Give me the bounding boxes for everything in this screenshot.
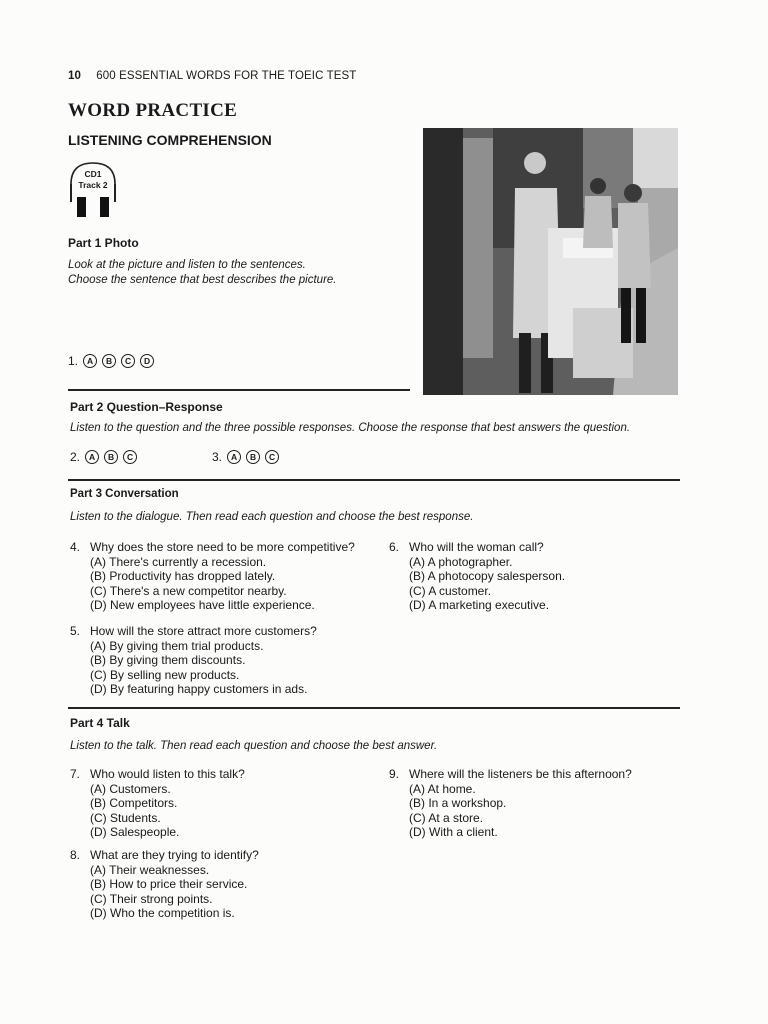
question-text: What are they trying to identify? bbox=[90, 848, 259, 862]
part1-instruction-line-1: Look at the picture and listen to the sentences. bbox=[68, 259, 306, 271]
answer-bubble-c[interactable]: C bbox=[265, 450, 279, 464]
divider bbox=[68, 479, 680, 481]
part4-heading: Part 4 Talk bbox=[70, 716, 130, 730]
option-d[interactable]: (D) A marketing executive. bbox=[409, 598, 550, 612]
option-b[interactable]: (B) Productivity has dropped lately. bbox=[90, 569, 276, 583]
answer-row-1 bbox=[68, 354, 154, 368]
option-c[interactable]: (C) Students. bbox=[90, 810, 161, 825]
answer-bubble-a[interactable]: A bbox=[83, 354, 97, 368]
answer-bubble-b[interactable]: B bbox=[104, 450, 118, 464]
answer-bubble-a[interactable]: A bbox=[85, 450, 99, 464]
option-c[interactable]: (C) By selling new products. bbox=[90, 667, 240, 682]
option-b[interactable]: (B) How to price their service. bbox=[90, 877, 248, 891]
question-number: 4. bbox=[70, 540, 81, 554]
question-number: 8. bbox=[70, 848, 81, 862]
section-title: LISTENING COMPREHENSION bbox=[68, 132, 272, 148]
question-8 bbox=[70, 848, 380, 921]
answer-bubble-c[interactable]: C bbox=[121, 354, 135, 368]
option-b[interactable]: (B) Competitors. bbox=[90, 796, 178, 810]
part3-instructions: Listen to the dialogue. Then read each question and choose the best response. bbox=[70, 511, 474, 523]
part3-heading: Part 3 Conversation bbox=[70, 488, 179, 500]
answer-row-3 bbox=[212, 450, 279, 464]
question-5 bbox=[70, 624, 380, 697]
cd-label: CD1 bbox=[84, 169, 102, 179]
book-title: 600 ESSENTIAL WORDS FOR THE TOEIC TEST bbox=[96, 70, 357, 82]
option-c[interactable]: (C) At a store. bbox=[409, 810, 484, 825]
option-a[interactable]: (A) Customers. bbox=[90, 781, 171, 796]
question-4 bbox=[70, 540, 380, 613]
question-number: 5. bbox=[70, 624, 81, 638]
page-title: WORD PRACTICE bbox=[68, 100, 238, 121]
question-text: Why does the store need to be more competitive? bbox=[90, 540, 355, 554]
question-text: How will the store attract more customers? bbox=[90, 624, 317, 638]
question-number: 9. bbox=[389, 767, 400, 781]
option-d[interactable]: (D) Who the competition is. bbox=[90, 906, 235, 920]
question-9 bbox=[389, 767, 679, 840]
track-label: Track 2 bbox=[78, 180, 108, 190]
page-number: 10 bbox=[68, 70, 81, 82]
part1-instruction-line-2: Choose the sentence that best describes the picture. bbox=[68, 274, 337, 286]
part1-heading: Part 1 Photo bbox=[68, 236, 139, 250]
answer-bubble-b[interactable]: B bbox=[246, 450, 260, 464]
answer-row-2 bbox=[70, 450, 137, 464]
running-header bbox=[68, 70, 356, 82]
answer-bubble-a[interactable]: A bbox=[227, 450, 241, 464]
option-a[interactable]: (A) There's currently a recession. bbox=[90, 554, 267, 569]
part1-instructions bbox=[68, 258, 408, 288]
question-number: 1. bbox=[68, 354, 79, 368]
divider bbox=[68, 707, 680, 709]
question-number: 7. bbox=[70, 767, 81, 781]
option-c[interactable]: (C) Their strong points. bbox=[90, 891, 213, 906]
headphones-icon bbox=[68, 160, 118, 218]
option-c[interactable]: (C) There's a new competitor nearby. bbox=[90, 583, 287, 598]
question-text: Who would listen to this talk? bbox=[90, 767, 245, 781]
answer-bubble-c[interactable]: C bbox=[123, 450, 137, 464]
option-d[interactable]: (D) New employees have little experience. bbox=[90, 598, 315, 612]
question-number: 6. bbox=[389, 540, 400, 554]
question-number: 2. bbox=[70, 450, 81, 464]
option-c[interactable]: (C) A customer. bbox=[409, 583, 492, 598]
part2-heading: Part 2 Question–Response bbox=[70, 400, 223, 414]
part4-instructions: Listen to the talk. Then read each question and choose the best answer. bbox=[70, 740, 438, 752]
part2-instructions: Listen to the question and the three possible responses. Choose the response that best answers the question. bbox=[70, 422, 631, 434]
option-a[interactable]: (A) At home. bbox=[409, 781, 476, 796]
option-b[interactable]: (B) In a workshop. bbox=[409, 796, 507, 810]
option-a[interactable]: (A) Their weaknesses. bbox=[90, 862, 210, 877]
question-text: Where will the listeners be this afternoon? bbox=[409, 767, 632, 781]
answer-bubble-d[interactable]: D bbox=[140, 354, 154, 368]
question-number: 3. bbox=[212, 450, 223, 464]
option-d[interactable]: (D) With a client. bbox=[409, 825, 498, 839]
option-b[interactable]: (B) A photocopy salesperson. bbox=[409, 569, 566, 583]
option-d[interactable]: (D) Salespeople. bbox=[90, 825, 180, 839]
answer-bubble-b[interactable]: B bbox=[102, 354, 116, 368]
question-text: Who will the woman call? bbox=[409, 540, 544, 554]
street-vendor-photo bbox=[423, 128, 678, 395]
option-d[interactable]: (D) By featuring happy customers in ads. bbox=[90, 682, 308, 696]
divider bbox=[68, 389, 410, 391]
option-b[interactable]: (B) By giving them discounts. bbox=[90, 653, 246, 667]
question-6 bbox=[389, 540, 679, 613]
question-7 bbox=[70, 767, 380, 840]
option-a[interactable]: (A) By giving them trial products. bbox=[90, 638, 264, 653]
option-a[interactable]: (A) A photographer. bbox=[409, 554, 513, 569]
